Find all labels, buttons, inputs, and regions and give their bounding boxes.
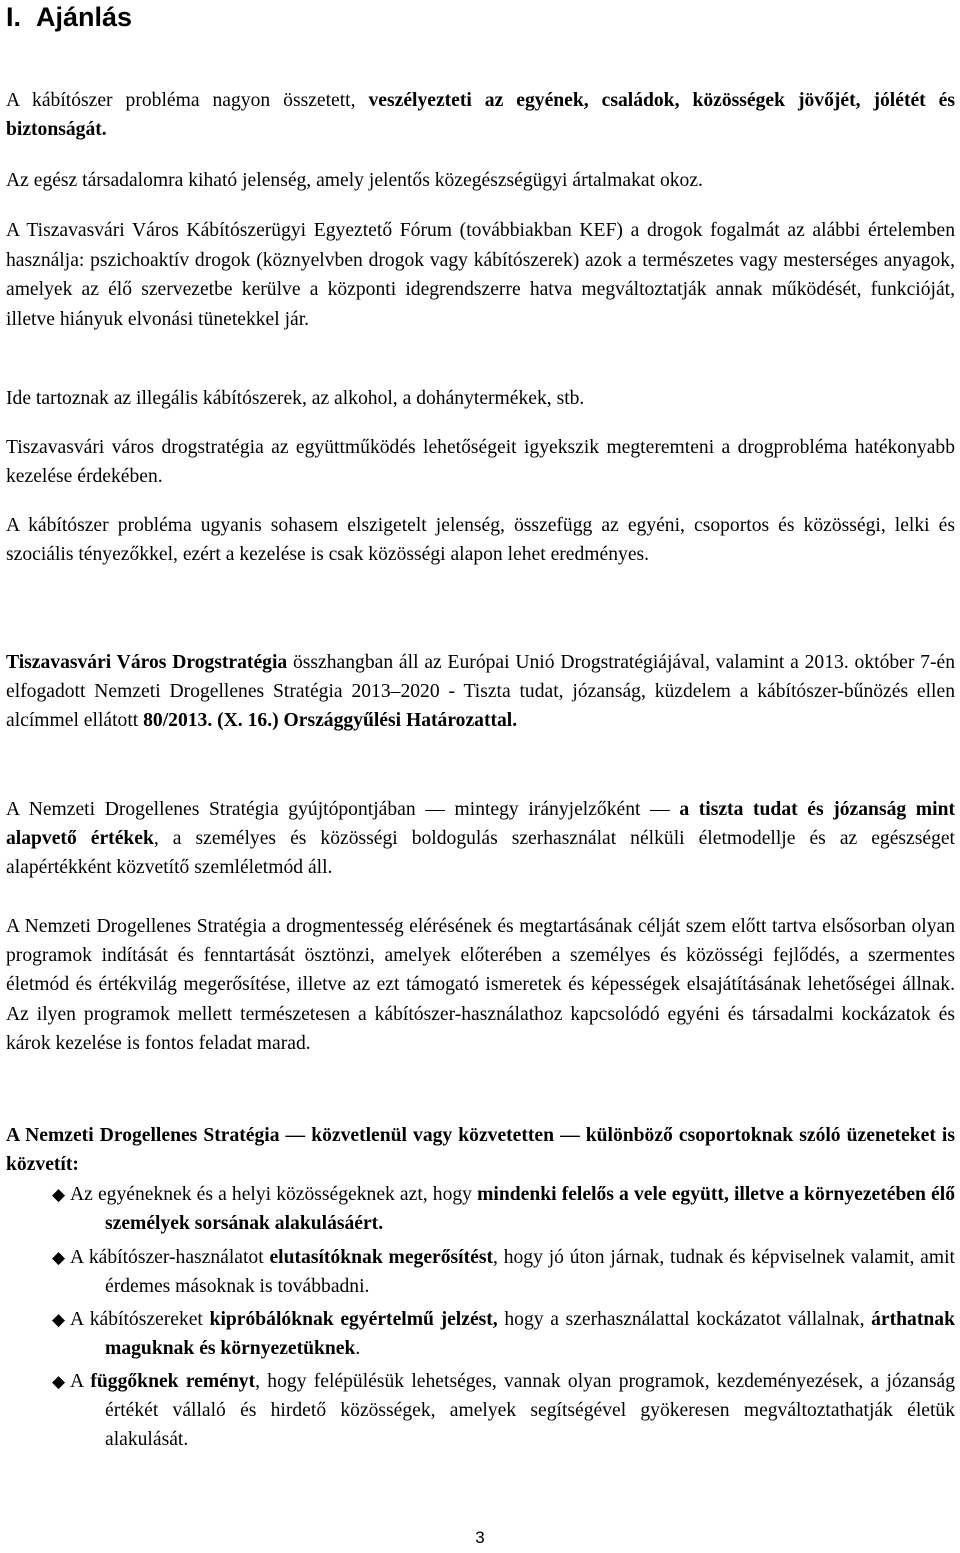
- core-values: a tiszta tudat és józanság mint alapvető értékek: [6, 799, 955, 850]
- paragraph-programs: A Nemzeti Drogellenes Stratégia a drogmentesség elérésének és megtartásának célját szem előtt tartva elsősorban olyan programok indítását és fenntartását ösztönzi, amelyek előterében a személyes és közösségi fejlődés, a szermentes életmód és értékvilág megerősítése, illetve az ezt támogató ismeretek és képességek elsajátításának lehetőségei állnak. Az ilyen programok mellett természetesen a kábítószer-használathoz kapcsolódó egyéni és társadalmi kockázatok és károk kezelése is fontos feladat marad.: [6, 916, 955, 1054]
- section-heading: [6, 0, 132, 34]
- bullet-diamond-icon: ◆: [52, 1372, 66, 1391]
- bullet-item: ◆ A kábítószer-használatot elutasítóknak megerősítést, hogy jó úton járnak, tudnak és képviselnek valamit, amit érdemes másoknak is továbbadni.: [52, 1243, 955, 1301]
- paragraph-messages-intro: [6, 1121, 955, 1179]
- alignment-text: összhangban áll az Európai Unió Drogstratégiájával, valamint a 2013. október 7-én elfogadott Nemzeti Drogellenes Stratégia 2013–2020 - Tiszta tudat, józanság, küzdelem a kábítószer-bűnözés ellen alcímmel ellátott: [6, 652, 956, 732]
- resolution-reference: 80/2013. (X. 16.) Országgyűlési Határozattal.: [143, 710, 518, 732]
- intro-text: A kábítószer probléma nagyon összetett,: [6, 90, 369, 111]
- bullet-item: ◆ A kábítószereket kipróbálóknak egyértelmű jelzést, hogy a szerhasználattal kockázatot vállalnak, árthatnak maguknak és környezetüknek.: [52, 1305, 955, 1363]
- bullet-diamond-icon: ◆: [52, 1185, 66, 1204]
- paragraph-cooperation: Tiszavasvári város drogstratégia az együttműködés lehetőségeit igyekszik megteremteni a drogprobléma hatékonyabb kezelése érdekében.: [6, 437, 955, 488]
- section-title: Ajánlás: [36, 2, 133, 32]
- bullet-item: ◆ A függőknek reményt, hogy felépülésük lehetséges, vannak olyan programok, kezdeményezések, a józanság értékét vállaló és hirdető közösségek, amelyek segítségével gyökeresen megváltoztathatják életük alakulását.: [52, 1367, 955, 1455]
- bullet-diamond-icon: ◆: [52, 1310, 66, 1329]
- paragraph-community: A kábítószer probléma ugyanis sohasem elszigetelt jelenség, összefügg az egyéni, csoportos és közösségi, lelki és szociális tényezőkkel, ezért a kezelése is csak közösségi alapon lehet eredményes.: [6, 515, 955, 566]
- paragraph-includes: Ide tartoznak az illegális kábítószerek, az alkohol, a dohánytermékek, stb.: [6, 388, 585, 409]
- paragraph-intro: [6, 86, 955, 144]
- bullet-diamond-icon: ◆: [52, 1248, 66, 1267]
- strategy-name: Tiszavasvári Város Drogstratégia: [6, 652, 288, 673]
- paragraph-strategy-alignment: [6, 648, 955, 736]
- paragraph-impact: Az egész társadalomra kiható jelenség, amely jelentős közegészségügyi ártalmakat okoz.: [6, 170, 703, 191]
- bullet-item: ◆ Az egyéneknek és a helyi közösségeknek azt, hogy mindenki felelős a vele együtt, illetve a környezetében élő személyek sorsának alakulásáért.: [52, 1180, 955, 1238]
- focal-text-end: , a személyes és közösségi boldogulás szerhasználat nélküli életmodellje és az egészséget alapértékként közvetítő szemléletmód áll.: [6, 828, 956, 879]
- intro-emphasis: veszélyezteti az egyének, családok, közösségek jövőjét, jólétét és biztonságát.: [6, 90, 955, 141]
- page-number: 3: [475, 1528, 485, 1547]
- paragraph-focal-point: [6, 795, 955, 883]
- messages-intro-text: A Nemzeti Drogellenes Stratégia — közvetlenül vagy közvetetten — különböző csoportoknak szóló üzeneteket is közvetít:: [6, 1125, 955, 1176]
- section-number: I.: [6, 2, 22, 32]
- focal-text: A Nemzeti Drogellenes Stratégia gyújtópontjában — mintegy irányjelzőként —: [6, 799, 680, 820]
- paragraph-definition: A Tiszavasvári Város Kábítószerügyi Egyeztető Fórum (továbbiakban KEF) a drogok fogalmát az alábbi értelemben használja: pszichoaktív drogok (köznyelvben drogok vagy kábítószerek) azok a természetes vagy mesterséges anyagok, amelyek az élő szervezetbe kerülve a központi idegrendszerre hatva megváltoztatják annak működését, funkcióját, illetve hiányuk elvonási tünetekkel jár.: [6, 220, 955, 330]
